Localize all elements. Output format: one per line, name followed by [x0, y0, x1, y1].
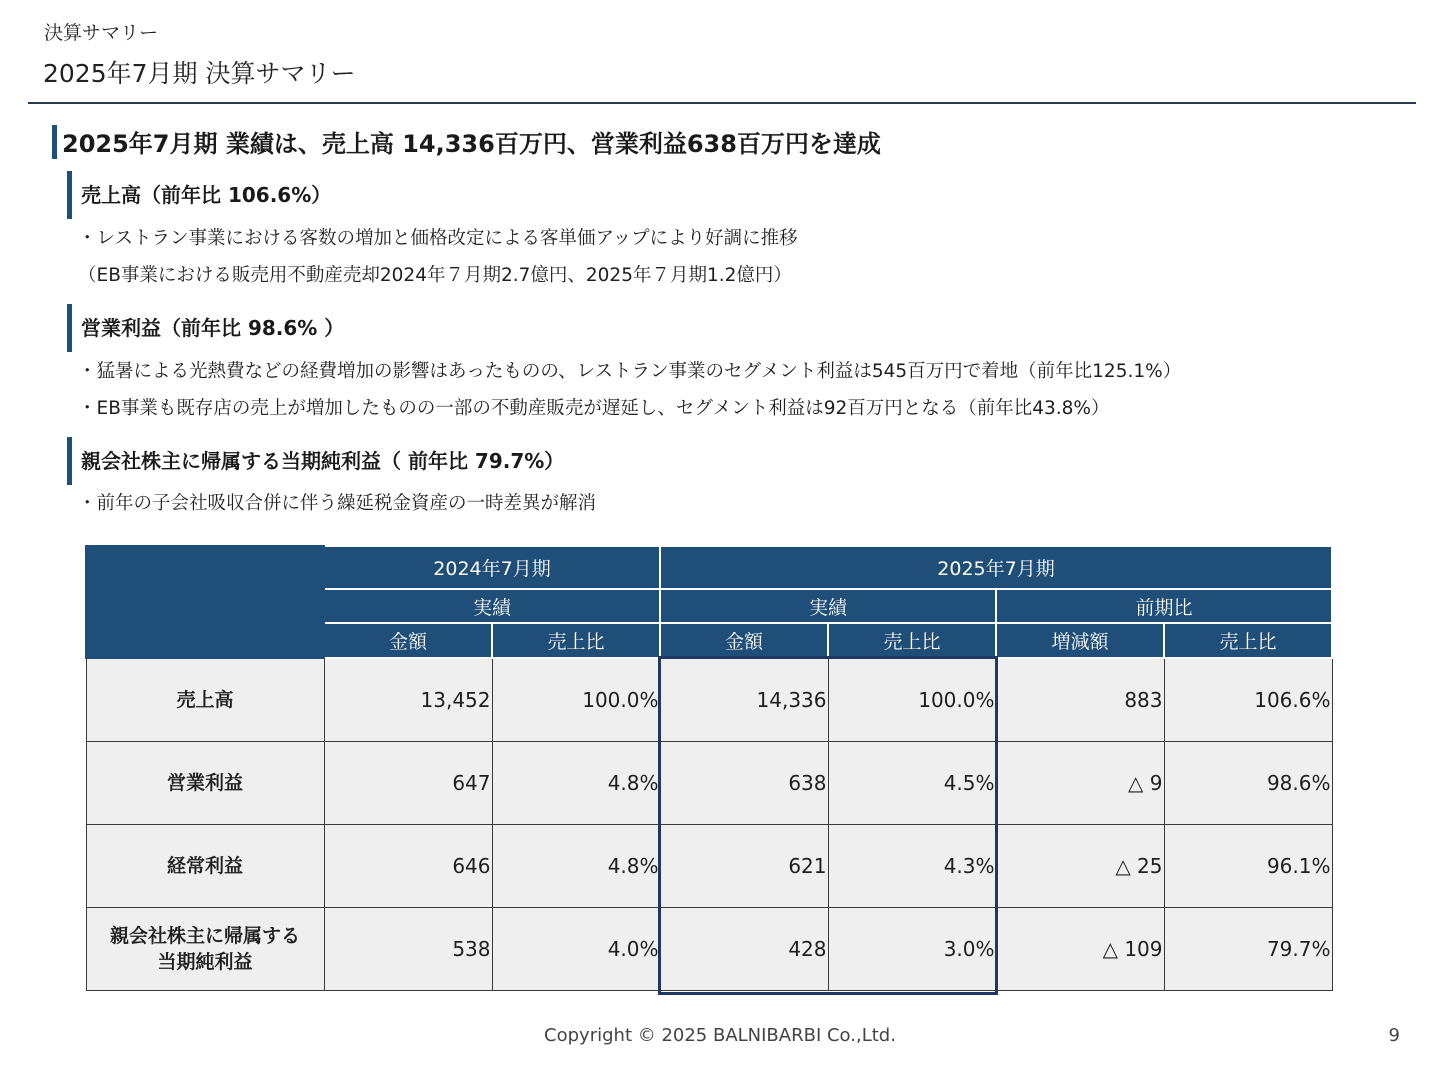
headline: 2025年7月期 業績は、売上高 14,336百万円、営業利益638百万円を達成: [52, 125, 881, 159]
cell-change: 883: [996, 658, 1164, 742]
bullet-operating-profit-1: ・猛暑による光熱費などの経費増加の影響はあったものの、レストラン事業のセグメント利益は545百万円で着地（前年比125.1%）: [78, 361, 1182, 382]
table-row-sales: [86, 658, 1332, 742]
results-table: [85, 545, 1333, 991]
cell-ratio-2024: 4.0%: [492, 908, 660, 991]
row-label: 営業利益: [86, 742, 324, 825]
cell-ratio-2024: 4.8%: [492, 742, 660, 825]
header-period-2025: 2025年7月期: [660, 546, 1332, 589]
page-title: 2025年7月期 決算サマリー: [43, 59, 356, 88]
row-label: 経常利益: [86, 825, 324, 908]
table-corner-cell: [86, 546, 324, 658]
header-period-2024: 2024年7月期: [324, 546, 660, 589]
copyright: Copyright © 2025 BALNIBARBI Co.,Ltd.: [544, 1025, 896, 1046]
cell-ratio-2025: 4.3%: [828, 825, 996, 908]
cell-ratio-2025: 4.5%: [828, 742, 996, 825]
section-label: 決算サマリー: [44, 22, 159, 44]
cell-amount-2024: 646: [324, 825, 492, 908]
cell-change: △ 109: [996, 908, 1164, 991]
header-change: 増減額: [996, 623, 1164, 658]
cell-change: △ 25: [996, 825, 1164, 908]
bullet-operating-profit-2: ・EB事業も既存店の売上が増加したものの一部の不動産販売が遅延し、セグメント利益は92百万円となる（前年比43.8%）: [78, 398, 1110, 419]
page-number: 9: [1388, 1025, 1400, 1046]
header-amount-2025: 金額: [660, 623, 828, 658]
cell-yoy: 106.6%: [1164, 658, 1332, 742]
row-label-line1: 親会社株主に帰属する: [109, 925, 300, 947]
cell-yoy: 96.1%: [1164, 825, 1332, 908]
table-row-net-income: [86, 908, 1332, 991]
header-ratio-2025: 売上比: [828, 623, 996, 658]
cell-amount-2025: 638: [660, 742, 828, 825]
cell-change: △ 9: [996, 742, 1164, 825]
header-amount-2024: 金額: [324, 623, 492, 658]
cell-ratio-2024: 4.8%: [492, 825, 660, 908]
title-divider: [28, 102, 1416, 104]
bullet-sales-1: ・レストラン事業における客数の増加と価格改定による客単価アップにより好調に推移: [78, 228, 798, 249]
cell-amount-2024: 13,452: [324, 658, 492, 742]
row-label: [86, 908, 324, 991]
cell-yoy: 98.6%: [1164, 742, 1332, 825]
row-label-line2: 当期純利益: [157, 951, 253, 973]
header-ratio-change: 売上比: [1164, 623, 1332, 658]
header-comparison: 前期比: [996, 589, 1332, 623]
cell-amount-2025: 428: [660, 908, 828, 991]
table-row-operating-profit: [86, 742, 1332, 825]
table-row-ordinary-profit: [86, 825, 1332, 908]
cell-ratio-2025: 100.0%: [828, 658, 996, 742]
cell-amount-2024: 647: [324, 742, 492, 825]
header-ratio-2024: 売上比: [492, 623, 660, 658]
cell-ratio-2025: 3.0%: [828, 908, 996, 991]
cell-amount-2024: 538: [324, 908, 492, 991]
cell-ratio-2024: 100.0%: [492, 658, 660, 742]
bullet-sales-2: （EB事業における販売用不動産売却2024年７月期2.7億円、2025年７月期1.2億円）: [78, 265, 792, 286]
cell-yoy: 79.7%: [1164, 908, 1332, 991]
cell-amount-2025: 621: [660, 825, 828, 908]
header-actual-2025: 実績: [660, 589, 996, 623]
bullet-net-income-1: ・前年の子会社吸収合併に伴う繰延税金資産の一時差異が解消: [78, 493, 597, 514]
cell-amount-2025: 14,336: [660, 658, 828, 742]
subheading-net-income: 親会社株主に帰属する当期純利益（ 前年比 79.7%）: [67, 437, 564, 485]
subheading-operating-profit: 営業利益（前年比 98.6% ）: [67, 304, 344, 352]
header-actual-2024: 実績: [324, 589, 660, 623]
subheading-sales: 売上高（前年比 106.6%）: [67, 171, 331, 219]
row-label: 売上高: [86, 658, 324, 742]
